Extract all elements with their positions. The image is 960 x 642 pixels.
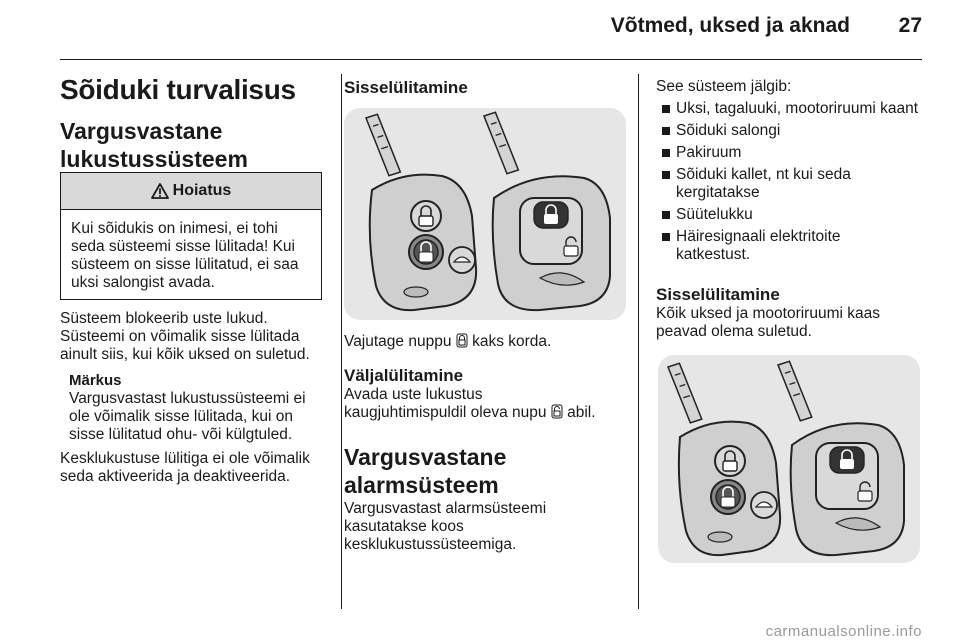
text-line: Häiresignaali elektritoite	[676, 228, 841, 245]
page-header-title: Võtmed, uksed ja aknad	[610, 14, 850, 37]
alarm-activation-heading: Sisselülitamine	[656, 285, 780, 304]
text-line: Vargusvastast alarmsüsteemi	[344, 500, 547, 517]
text-line: Uksi, tagaluuki, mootoriruumi kaant	[676, 100, 919, 117]
note-heading: Märkus	[69, 372, 122, 389]
text-line	[344, 404, 596, 422]
text-span: kaugjuhtimispuldil oleva nupu	[344, 404, 547, 421]
subsection-title-line-2: lukustussüsteem	[60, 146, 248, 172]
text-line: Sõiduki kallet, nt kui seda	[676, 166, 851, 183]
list-item	[660, 228, 930, 264]
text-line: katkestust.	[676, 246, 751, 263]
note-block	[69, 372, 306, 444]
text-line: Kesklukustuse lülitiga ei ole võimalik	[60, 450, 310, 467]
alarm-title-line-2: alarmsüsteem	[344, 472, 499, 498]
text-line: sisse lülitatud ohu- või külgtuled.	[69, 426, 293, 443]
warning-triangle-icon	[151, 183, 169, 199]
text-line: peavad olema suletud.	[656, 323, 812, 340]
unlock-button-icon	[551, 404, 563, 419]
activation-instruction	[344, 333, 551, 351]
list-item	[660, 166, 930, 202]
paragraph-1	[60, 310, 310, 364]
warning-header	[61, 173, 321, 210]
header-rule	[60, 59, 922, 60]
text-line: Pakiruum	[676, 144, 742, 161]
text-line: Vargusvastast lukustussüsteemi ei	[69, 390, 306, 407]
column-divider-1	[341, 74, 342, 609]
text-line: seda aktiveerida ja deaktiveerida.	[60, 468, 291, 485]
text-line: Avada uste lukustus	[344, 386, 483, 403]
text-line: kasutatakse koos	[344, 518, 464, 535]
section-title: Sõiduki turvalisus	[60, 74, 296, 105]
paragraph-2	[60, 450, 310, 486]
warning-line: seda süsteemi sisse lülitada! Kui	[71, 238, 296, 255]
text-line: kergitatakse	[676, 184, 760, 201]
deactivation-text	[344, 386, 596, 422]
text-span: Vajutage nuppu	[344, 333, 452, 350]
subsection-title-line-1: Vargusvastane	[60, 118, 223, 144]
warning-text	[61, 210, 321, 302]
text-line: Süütelukku	[676, 206, 753, 223]
text-line: Kõik uksed ja mootoriruumi kaas	[656, 305, 880, 322]
warning-label: Hoiatus	[172, 182, 232, 199]
deactivation-heading: Väljalülitamine	[344, 366, 464, 385]
alarm-text	[344, 500, 546, 554]
warning-box	[60, 172, 322, 300]
text-line: Sõiduki salongi	[676, 122, 781, 139]
text-span: abil.	[567, 404, 596, 421]
alarm-activation-text	[656, 305, 880, 341]
lock-button-icon	[456, 333, 468, 348]
list-item	[660, 122, 930, 140]
warning-line: uksi salongist avada.	[71, 274, 215, 291]
monitor-intro: See süsteem jälgib:	[656, 78, 792, 95]
watermark: carmanualsonline.info	[765, 623, 922, 640]
activation-heading: Sisselülitamine	[344, 78, 468, 97]
car-key-fob-illustration	[658, 355, 920, 563]
list-item	[660, 100, 930, 118]
car-key-fob-illustration	[344, 108, 626, 320]
text-line: ainult siis, kui kõik uksed on suletud.	[60, 346, 310, 363]
list-item	[660, 206, 930, 224]
monitor-list	[660, 100, 930, 268]
alarm-title-line-1: Vargusvastane	[344, 444, 507, 470]
text-line: Süsteemi on võimalik sisse lülitada	[60, 328, 300, 345]
text-line: kesklukustussüsteemiga.	[344, 536, 517, 553]
text-line: Süsteem blokeerib uste lukud.	[60, 310, 268, 327]
text-span: kaks korda.	[472, 333, 552, 350]
column-divider-2	[638, 74, 639, 609]
list-item	[660, 144, 930, 162]
page-number: 27	[898, 14, 922, 37]
text-line: ole võimalik sisse lülitada, kui on	[69, 408, 293, 425]
warning-line: Kui sõidukis on inimesi, ei tohi	[71, 220, 278, 237]
warning-line: süsteem on sisse lülitatud, ei saa	[71, 256, 299, 273]
